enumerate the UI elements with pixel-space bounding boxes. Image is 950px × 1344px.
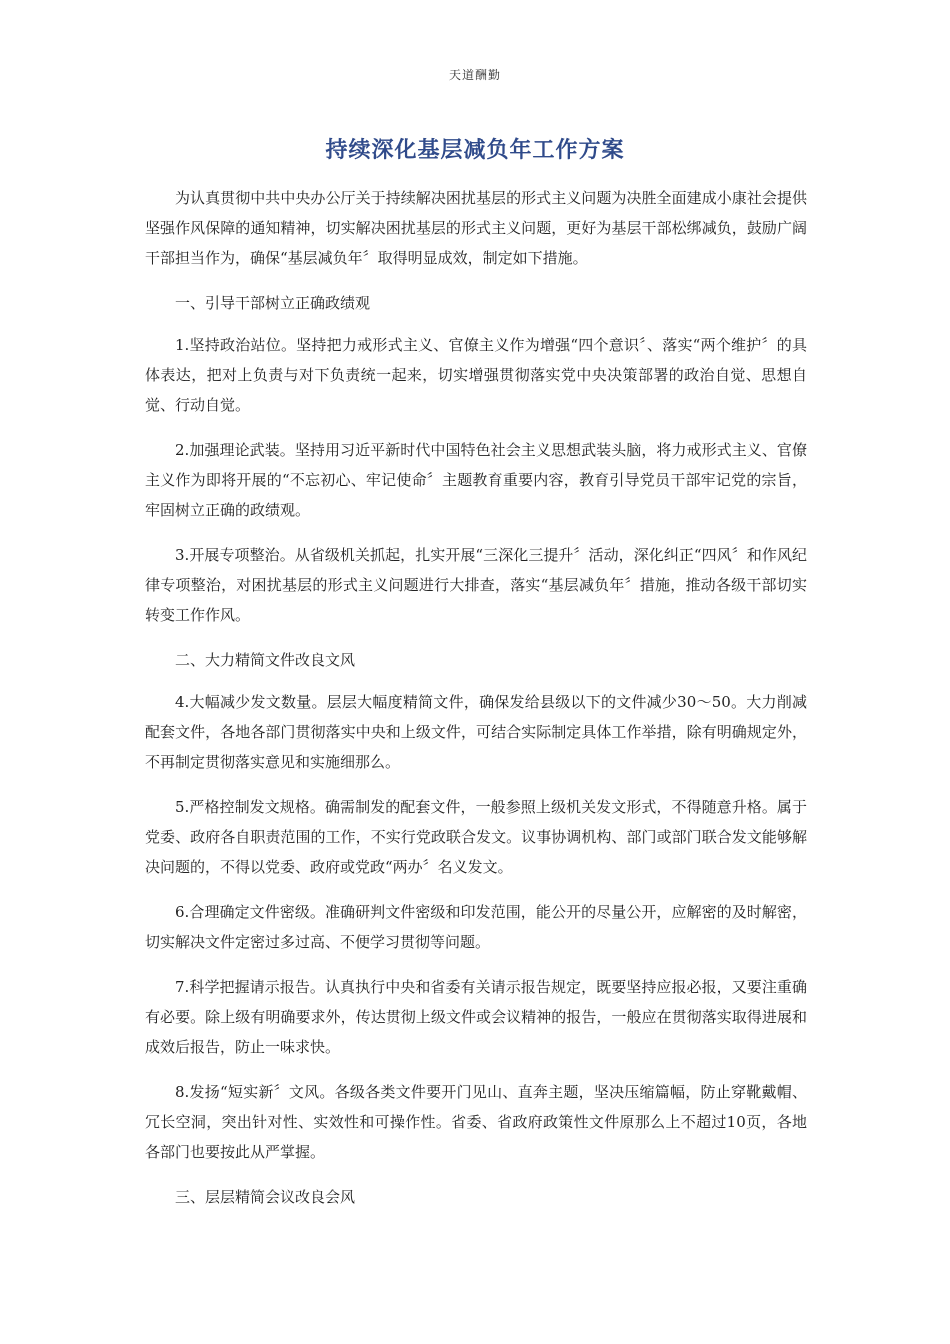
document-body xyxy=(145,183,807,1224)
paragraph-item-6: 6.合理确定文件密级。准确研判文件密级和印发范围，能公开的尽量公开，应解密的及时解密，切实解决文件定密过多过高、不便学习贯彻等问题。 xyxy=(145,903,807,951)
section-heading-2: 二、大力精简文件改良文风 xyxy=(175,651,356,669)
paragraph-item-4: 4.大幅减少发文数量。层层大幅度精简文件，确保发给县级以下的文件减少30～50。大力削减配套文件，各地各部门贯彻落实中央和上级文件，可结合实际制定具体工作举措，除有明确规定外，不再制定贯彻落实意见和实施细那么。 xyxy=(145,693,807,771)
paragraph-item-2: 2.加强理论武装。坚持用习近平新时代中国特色社会主义思想武装头脑，将力戒形式主义、官僚主义作为即将开展的“不忘初心、牢记使命〞主题教育重要内容，教育引导党员干部牢记党的宗旨，牢固树立正确的政绩观。 xyxy=(145,441,807,519)
paragraph-item-1: 1.坚持政治站位。坚持把力戒形式主义、官僚主义作为增强“四个意识〞、落实“两个维护〞的具体表达，把对上负责与对下负责统一起来，切实增强贯彻落实党中央决策部署的政治自觉、思想自觉、行动自觉。 xyxy=(145,336,807,414)
page-header: 天道酬勤 xyxy=(448,68,501,82)
document-title: 持续深化基层减负年工作方案 xyxy=(325,138,625,163)
section-heading-1: 一、引导干部树立正确政绩观 xyxy=(175,294,371,312)
intro-paragraph: 为认真贯彻中共中央办公厅关于持续解决困扰基层的形式主义问题为决胜全面建成小康社会提供坚强作风保障的通知精神，切实解决困扰基层的形式主义问题，更好为基层干部松绑减负，鼓励广阔干部担当作为，确保“基层减负年〞取得明显成效，制定如下措施。 xyxy=(145,189,807,267)
paragraph-item-8: 8.发扬“短实新〞文风。各级各类文件要开门见山、直奔主题，坚决压缩篇幅，防止穿靴戴帽、冗长空洞，突出针对性、实效性和可操作性。省委、省政府政策性文件原那么上不超过10页，各地各部门也要按此从严掌握。 xyxy=(145,1083,807,1161)
paragraph-item-5: 5.严格控制发文规格。确需制发的配套文件，一般参照上级机关发文形式，不得随意升格。属于党委、政府各自职责范围的工作，不实行党政联合发文。议事协调机构、部门或部门联合发文能够解决问题的，不得以党委、政府或党政“两办〞名义发文。 xyxy=(145,798,807,876)
paragraph-item-7: 7.科学把握请示报告。认真执行中央和省委有关请示报告规定，既要坚持应报必报，又要注重确有必要。除上级有明确要求外，传达贯彻上级文件或会议精神的报告，一般应在贯彻落实取得进展和成效后报告，防止一味求快。 xyxy=(145,978,807,1056)
paragraph-item-3: 3.开展专项整治。从省级机关抓起，扎实开展“三深化三提升〞活动，深化纠正“四风〞和作风纪律专项整治，对困扰基层的形式主义问题进行大排查，落实“基层减负年〞措施，推动各级干部切实转变工作作风。 xyxy=(145,546,807,624)
section-heading-3: 三、层层精简会议改良会风 xyxy=(175,1188,356,1206)
